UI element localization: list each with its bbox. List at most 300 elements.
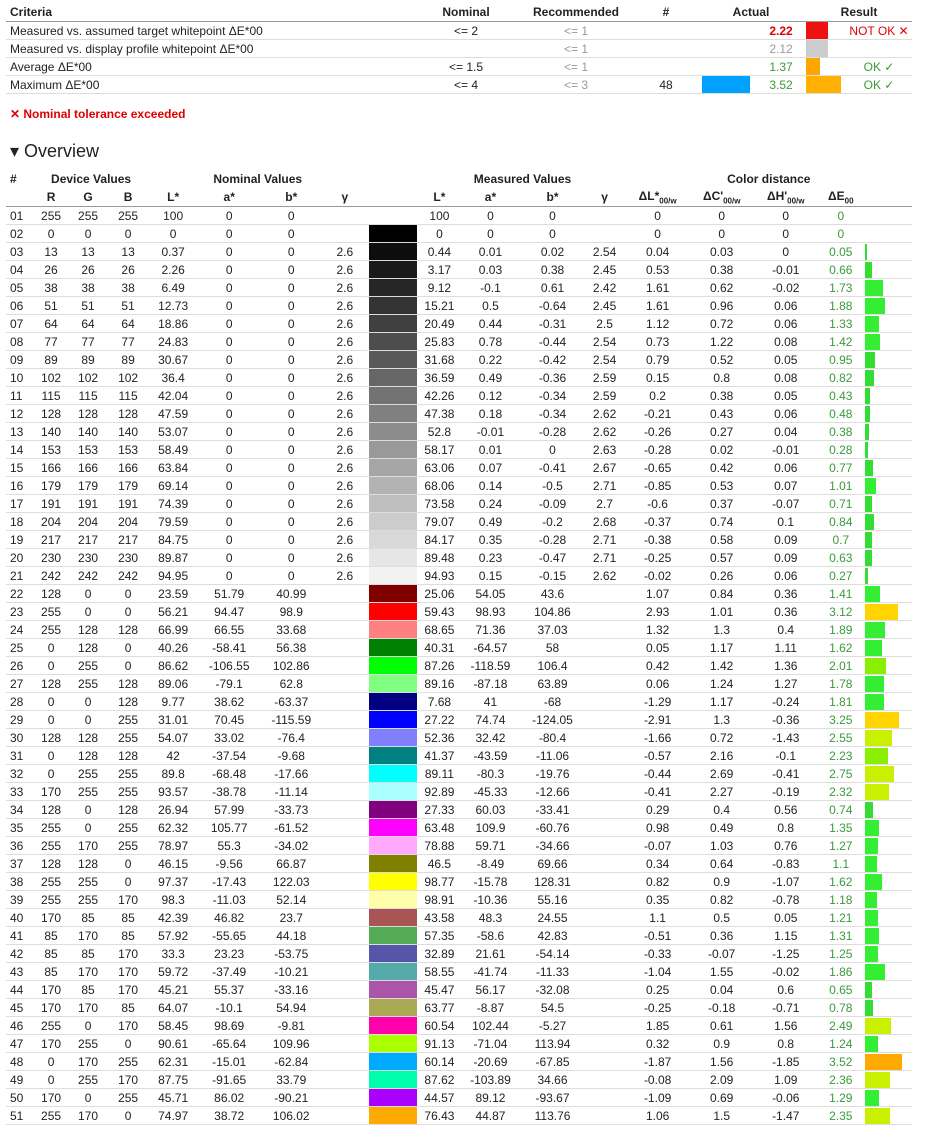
nominal-l: 31.01 xyxy=(148,711,198,729)
delta-c: 0.36 xyxy=(690,927,754,945)
overview-row xyxy=(6,423,912,441)
nominal-header: Nominal xyxy=(416,3,516,22)
color-swatch xyxy=(367,873,419,891)
color-swatch xyxy=(367,1035,419,1053)
nominal-gamma xyxy=(322,585,367,603)
patch-index: 07 xyxy=(6,315,34,333)
color-swatch xyxy=(367,657,419,675)
nominal-b: 122.03 xyxy=(260,873,322,891)
patch-index: 41 xyxy=(6,927,34,945)
delta-e: 0.48 xyxy=(818,405,864,423)
measured-l: 36.59 xyxy=(419,369,459,387)
nominal-a: 0 xyxy=(198,315,260,333)
measured-l: 89.11 xyxy=(419,765,459,783)
nominal-l: 54.07 xyxy=(148,729,198,747)
delta-l: 0.79 xyxy=(626,351,690,369)
measured-a: -41.74 xyxy=(459,963,521,981)
device-g: 255 xyxy=(68,1035,108,1053)
nominal-a: 0 xyxy=(198,351,260,369)
delta-h: -1.25 xyxy=(754,945,818,963)
delta-e: 0.71 xyxy=(818,495,864,513)
measured-a: 102.44 xyxy=(459,1017,521,1035)
measured-b: -124.05 xyxy=(521,711,583,729)
delta-e: 1.21 xyxy=(818,909,864,927)
measured-gamma xyxy=(584,729,626,747)
color-swatch xyxy=(367,747,419,765)
patch-index: 11 xyxy=(6,387,34,405)
nominal-l: 33.3 xyxy=(148,945,198,963)
col-g: G xyxy=(68,188,108,207)
delta-e-bar xyxy=(864,621,912,639)
device-g: 170 xyxy=(68,963,108,981)
measured-l: 25.83 xyxy=(419,333,459,351)
measured-a: -71.04 xyxy=(459,1035,521,1053)
overview-row xyxy=(6,891,912,909)
measured-a: -0.01 xyxy=(459,423,521,441)
nominal-l: 23.59 xyxy=(148,585,198,603)
color-swatch xyxy=(367,531,419,549)
measured-l: 47.38 xyxy=(419,405,459,423)
patch-index: 48 xyxy=(6,1053,34,1071)
overview-toggle[interactable]: ▾ Overview xyxy=(10,141,100,161)
nominal-a: 57.99 xyxy=(198,801,260,819)
nominal-b: 0 xyxy=(260,441,322,459)
measured-l: 92.89 xyxy=(419,783,459,801)
device-g: 204 xyxy=(68,513,108,531)
device-b: 170 xyxy=(108,1017,148,1035)
nominal-a: 70.45 xyxy=(198,711,260,729)
nominal-gamma xyxy=(322,207,367,225)
delta-c: -0.18 xyxy=(690,999,754,1017)
measured-gamma xyxy=(584,657,626,675)
delta-l: 0 xyxy=(626,225,690,243)
delta-l: 0.42 xyxy=(626,657,690,675)
criteria-table xyxy=(6,3,912,94)
device-g: 0 xyxy=(68,819,108,837)
index-header: # xyxy=(10,172,17,186)
measured-b: 113.94 xyxy=(521,1035,583,1053)
measured-gamma: 2.71 xyxy=(584,549,626,567)
device-r: 153 xyxy=(34,441,68,459)
nominal-gamma: 2.6 xyxy=(322,333,367,351)
delta-c: 0.5 xyxy=(690,909,754,927)
criteria-actual: 2.12 xyxy=(756,40,806,58)
measured-gamma xyxy=(584,693,626,711)
device-g: 170 xyxy=(68,837,108,855)
device-b: 85 xyxy=(108,927,148,945)
delta-c: 0.52 xyxy=(690,351,754,369)
delta-e: 0.82 xyxy=(818,369,864,387)
color-distance-header: Color distance xyxy=(727,172,811,186)
device-r: 128 xyxy=(34,585,68,603)
measured-a: -64.57 xyxy=(459,639,521,657)
delta-l: 0.29 xyxy=(626,801,690,819)
criteria-result: OK ✓ xyxy=(846,76,912,94)
nominal-b: 0 xyxy=(260,387,322,405)
nominal-l: 79.59 xyxy=(148,513,198,531)
measured-a: -58.6 xyxy=(459,927,521,945)
nominal-b: 0 xyxy=(260,225,322,243)
device-b: 255 xyxy=(108,729,148,747)
measured-l: 52.36 xyxy=(419,729,459,747)
delta-e-bar xyxy=(864,1071,912,1089)
nominal-b: -33.73 xyxy=(260,801,322,819)
delta-h: -0.78 xyxy=(754,891,818,909)
delta-h: -0.01 xyxy=(754,441,818,459)
measured-a: 48.3 xyxy=(459,909,521,927)
device-b: 255 xyxy=(108,819,148,837)
device-g: 255 xyxy=(68,1071,108,1089)
delta-c: 1.01 xyxy=(690,603,754,621)
measured-a: -0.1 xyxy=(459,279,521,297)
delta-c: 0.96 xyxy=(690,297,754,315)
measured-a: 60.03 xyxy=(459,801,521,819)
nominal-l: 89.8 xyxy=(148,765,198,783)
nominal-l: 93.57 xyxy=(148,783,198,801)
measured-gamma xyxy=(584,1107,626,1125)
delta-e: 1.41 xyxy=(818,585,864,603)
delta-l: -0.02 xyxy=(626,567,690,585)
delta-l: -1.29 xyxy=(626,693,690,711)
overview-row xyxy=(6,549,912,567)
measured-b: -0.5 xyxy=(521,477,583,495)
nominal-a: 105.77 xyxy=(198,819,260,837)
delta-e: 1.88 xyxy=(818,297,864,315)
nominal-gamma: 2.6 xyxy=(322,567,367,585)
measured-gamma xyxy=(584,225,626,243)
color-swatch xyxy=(367,855,419,873)
device-r: 0 xyxy=(34,747,68,765)
measured-a: 0.12 xyxy=(459,387,521,405)
delta-l: 0.06 xyxy=(626,675,690,693)
delta-h: -0.02 xyxy=(754,279,818,297)
delta-l: 0.04 xyxy=(626,243,690,261)
delta-c: 0.74 xyxy=(690,513,754,531)
delta-e: 1.62 xyxy=(818,639,864,657)
delta-c: 0.57 xyxy=(690,549,754,567)
device-b: 242 xyxy=(108,567,148,585)
delta-e-bar xyxy=(864,1107,912,1125)
delta-c: 2.09 xyxy=(690,1071,754,1089)
measured-l: 73.58 xyxy=(419,495,459,513)
device-g: 51 xyxy=(68,297,108,315)
color-swatch xyxy=(367,567,419,585)
measured-b: 43.6 xyxy=(521,585,583,603)
delta-l: 1.12 xyxy=(626,315,690,333)
delta-h: -0.71 xyxy=(754,999,818,1017)
delta-c: 0.53 xyxy=(690,477,754,495)
delta-l: -1.04 xyxy=(626,963,690,981)
nominal-a: 23.23 xyxy=(198,945,260,963)
delta-e: 0.05 xyxy=(818,243,864,261)
patch-index: 28 xyxy=(6,693,34,711)
nominal-a: -9.56 xyxy=(198,855,260,873)
criteria-row xyxy=(6,58,912,76)
nominal-b: 0 xyxy=(260,405,322,423)
nominal-b: 56.38 xyxy=(260,639,322,657)
patch-index: 04 xyxy=(6,261,34,279)
nominal-b: 23.7 xyxy=(260,909,322,927)
delta-e: 2.23 xyxy=(818,747,864,765)
measured-gamma: 2.54 xyxy=(584,351,626,369)
overview-row xyxy=(6,351,912,369)
nominal-l: 24.83 xyxy=(148,333,198,351)
nominal-a: -10.1 xyxy=(198,999,260,1017)
device-g: 255 xyxy=(68,873,108,891)
color-swatch xyxy=(367,279,419,297)
nominal-l: 69.14 xyxy=(148,477,198,495)
col-nominal-gamma: γ xyxy=(322,188,367,207)
nominal-l: 45.21 xyxy=(148,981,198,999)
nominal-gamma xyxy=(322,1089,367,1107)
measured-b: 37.03 xyxy=(521,621,583,639)
device-b: 128 xyxy=(108,621,148,639)
measured-a: 0.5 xyxy=(459,297,521,315)
device-r: 128 xyxy=(34,855,68,873)
nominal-l: 74.97 xyxy=(148,1107,198,1125)
measured-gamma xyxy=(584,819,626,837)
delta-l: -0.33 xyxy=(626,945,690,963)
delta-c: 0.58 xyxy=(690,531,754,549)
nominal-gamma: 2.6 xyxy=(322,315,367,333)
overview-row xyxy=(6,567,912,585)
delta-c: 1.55 xyxy=(690,963,754,981)
nominal-a: -68.48 xyxy=(198,765,260,783)
patch-index: 13 xyxy=(6,423,34,441)
measured-b: 24.55 xyxy=(521,909,583,927)
measured-a: 0.44 xyxy=(459,315,521,333)
measured-a: 0.22 xyxy=(459,351,521,369)
device-g: 0 xyxy=(68,1017,108,1035)
delta-e: 0.65 xyxy=(818,981,864,999)
measured-a: -80.3 xyxy=(459,765,521,783)
measured-l: 89.48 xyxy=(419,549,459,567)
delta-h: -0.83 xyxy=(754,855,818,873)
device-b: 128 xyxy=(108,801,148,819)
col-r: R xyxy=(34,188,68,207)
delta-e: 1.29 xyxy=(818,1089,864,1107)
nominal-l: 2.26 xyxy=(148,261,198,279)
nominal-a: 46.82 xyxy=(198,909,260,927)
delta-e-bar xyxy=(864,819,912,837)
patch-index: 06 xyxy=(6,297,34,315)
criteria-row xyxy=(6,22,912,40)
device-b: 255 xyxy=(108,711,148,729)
nominal-b: -115.59 xyxy=(260,711,322,729)
delta-e: 0.38 xyxy=(818,423,864,441)
delta-h: -0.01 xyxy=(754,261,818,279)
nominal-a: 0 xyxy=(198,567,260,585)
overview-row xyxy=(6,837,912,855)
device-b: 128 xyxy=(108,675,148,693)
device-r: 170 xyxy=(34,783,68,801)
measured-l: 0 xyxy=(419,225,459,243)
measured-gamma: 2.71 xyxy=(584,477,626,495)
nominal-b: -9.68 xyxy=(260,747,322,765)
delta-c: 2.69 xyxy=(690,765,754,783)
delta-l: -0.08 xyxy=(626,1071,690,1089)
device-r: 0 xyxy=(34,657,68,675)
overview-row xyxy=(6,801,912,819)
delta-h: -1.43 xyxy=(754,729,818,747)
measured-l: 45.47 xyxy=(419,981,459,999)
overview-row xyxy=(6,513,912,531)
nominal-a: 0 xyxy=(198,243,260,261)
device-b: 0 xyxy=(108,603,148,621)
device-g: 0 xyxy=(68,693,108,711)
color-swatch xyxy=(367,261,419,279)
delta-l: 0.34 xyxy=(626,855,690,873)
nominal-a: 0 xyxy=(198,333,260,351)
delta-c: 0.72 xyxy=(690,315,754,333)
nominal-b: 0 xyxy=(260,279,322,297)
device-g: 140 xyxy=(68,423,108,441)
device-g: 255 xyxy=(68,675,108,693)
device-g: 255 xyxy=(68,783,108,801)
nominal-l: 0.37 xyxy=(148,243,198,261)
nominal-a: -38.78 xyxy=(198,783,260,801)
nominal-b: 52.14 xyxy=(260,891,322,909)
delta-e-bar xyxy=(864,783,912,801)
device-g: 170 xyxy=(68,927,108,945)
measured-l: 7.68 xyxy=(419,693,459,711)
nominal-gamma xyxy=(322,855,367,873)
nominal-a: -58.41 xyxy=(198,639,260,657)
delta-e-bar xyxy=(864,441,912,459)
delta-l: -0.28 xyxy=(626,441,690,459)
device-g: 128 xyxy=(68,639,108,657)
delta-e-bar xyxy=(864,1089,912,1107)
overview-row xyxy=(6,207,912,225)
nominal-l: 86.62 xyxy=(148,657,198,675)
overview-row xyxy=(6,945,912,963)
delta-l: 0.2 xyxy=(626,387,690,405)
color-swatch xyxy=(367,513,419,531)
measured-b: 104.86 xyxy=(521,603,583,621)
criteria-result: NOT OK ✕ xyxy=(846,22,912,40)
overview-row xyxy=(6,855,912,873)
measured-l: 100 xyxy=(419,207,459,225)
color-swatch xyxy=(367,423,419,441)
nominal-l: 58.49 xyxy=(148,441,198,459)
device-b: 166 xyxy=(108,459,148,477)
device-g: 217 xyxy=(68,531,108,549)
delta-e-bar xyxy=(864,351,912,369)
measured-b: 34.66 xyxy=(521,1071,583,1089)
delta-h: -0.07 xyxy=(754,495,818,513)
device-b: 255 xyxy=(108,837,148,855)
measured-values-header: Measured Values xyxy=(473,172,572,186)
delta-e-bar xyxy=(864,747,912,765)
nominal-l: 30.67 xyxy=(148,351,198,369)
overview-row xyxy=(6,729,912,747)
device-r: 255 xyxy=(34,207,68,225)
patch-index: 38 xyxy=(6,873,34,891)
nominal-l: 12.73 xyxy=(148,297,198,315)
delta-c: 0.43 xyxy=(690,405,754,423)
measured-b: -0.42 xyxy=(521,351,583,369)
measured-b: -60.76 xyxy=(521,819,583,837)
patch-index: 19 xyxy=(6,531,34,549)
measured-l: 9.12 xyxy=(419,279,459,297)
color-swatch xyxy=(367,603,419,621)
nominal-l: 89.06 xyxy=(148,675,198,693)
nominal-l: 0 xyxy=(148,225,198,243)
measured-b: 106.4 xyxy=(521,657,583,675)
measured-a: -87.18 xyxy=(459,675,521,693)
nominal-gamma xyxy=(322,603,367,621)
device-g: 13 xyxy=(68,243,108,261)
delta-h: 0.05 xyxy=(754,351,818,369)
overview-row xyxy=(6,261,912,279)
measured-b: -0.36 xyxy=(521,369,583,387)
device-b: 255 xyxy=(108,1053,148,1071)
measured-b: -0.41 xyxy=(521,459,583,477)
device-g: 0 xyxy=(68,603,108,621)
measured-gamma: 2.54 xyxy=(584,243,626,261)
nominal-a: -55.65 xyxy=(198,927,260,945)
nominal-gamma xyxy=(322,747,367,765)
nominal-gamma xyxy=(322,711,367,729)
nominal-l: 9.77 xyxy=(148,693,198,711)
nominal-gamma: 2.6 xyxy=(322,387,367,405)
nominal-b: -61.52 xyxy=(260,819,322,837)
delta-e: 0.43 xyxy=(818,387,864,405)
nominal-l: 47.59 xyxy=(148,405,198,423)
measured-a: 32.42 xyxy=(459,729,521,747)
measured-b: -0.44 xyxy=(521,333,583,351)
nominal-gamma xyxy=(322,1071,367,1089)
nominal-a: 0 xyxy=(198,261,260,279)
delta-c: 1.22 xyxy=(690,333,754,351)
device-r: 170 xyxy=(34,999,68,1017)
overview-row xyxy=(6,819,912,837)
measured-b: -5.27 xyxy=(521,1017,583,1035)
delta-e: 1.81 xyxy=(818,693,864,711)
delta-h: 0.06 xyxy=(754,315,818,333)
delta-e: 0.7 xyxy=(818,531,864,549)
delta-e-bar xyxy=(864,711,912,729)
delta-h: 1.56 xyxy=(754,1017,818,1035)
nominal-b: 0 xyxy=(260,369,322,387)
overview-row xyxy=(6,315,912,333)
measured-gamma xyxy=(584,711,626,729)
col-measured-l: L* xyxy=(419,188,459,207)
criteria-actual: 1.37 xyxy=(756,58,806,76)
measured-gamma xyxy=(584,1053,626,1071)
device-g: 128 xyxy=(68,405,108,423)
delta-e-bar xyxy=(864,495,912,513)
device-g: 38 xyxy=(68,279,108,297)
device-b: 170 xyxy=(108,963,148,981)
patch-index: 37 xyxy=(6,855,34,873)
measured-gamma: 2.62 xyxy=(584,423,626,441)
measured-b: 128.31 xyxy=(521,873,583,891)
measured-gamma: 2.68 xyxy=(584,513,626,531)
col-delta-h: $\Delta H'_{00/w}$ xyxy=(754,188,818,207)
count-header: # xyxy=(636,3,696,22)
color-swatch xyxy=(367,207,419,225)
measured-gamma xyxy=(584,765,626,783)
measured-gamma: 2.54 xyxy=(584,333,626,351)
nominal-l: 26.94 xyxy=(148,801,198,819)
nominal-b: 0 xyxy=(260,513,322,531)
delta-c: 1.3 xyxy=(690,621,754,639)
delta-e: 1.73 xyxy=(818,279,864,297)
device-b: 26 xyxy=(108,261,148,279)
delta-c: 0.04 xyxy=(690,981,754,999)
delta-e-bar xyxy=(864,477,912,495)
